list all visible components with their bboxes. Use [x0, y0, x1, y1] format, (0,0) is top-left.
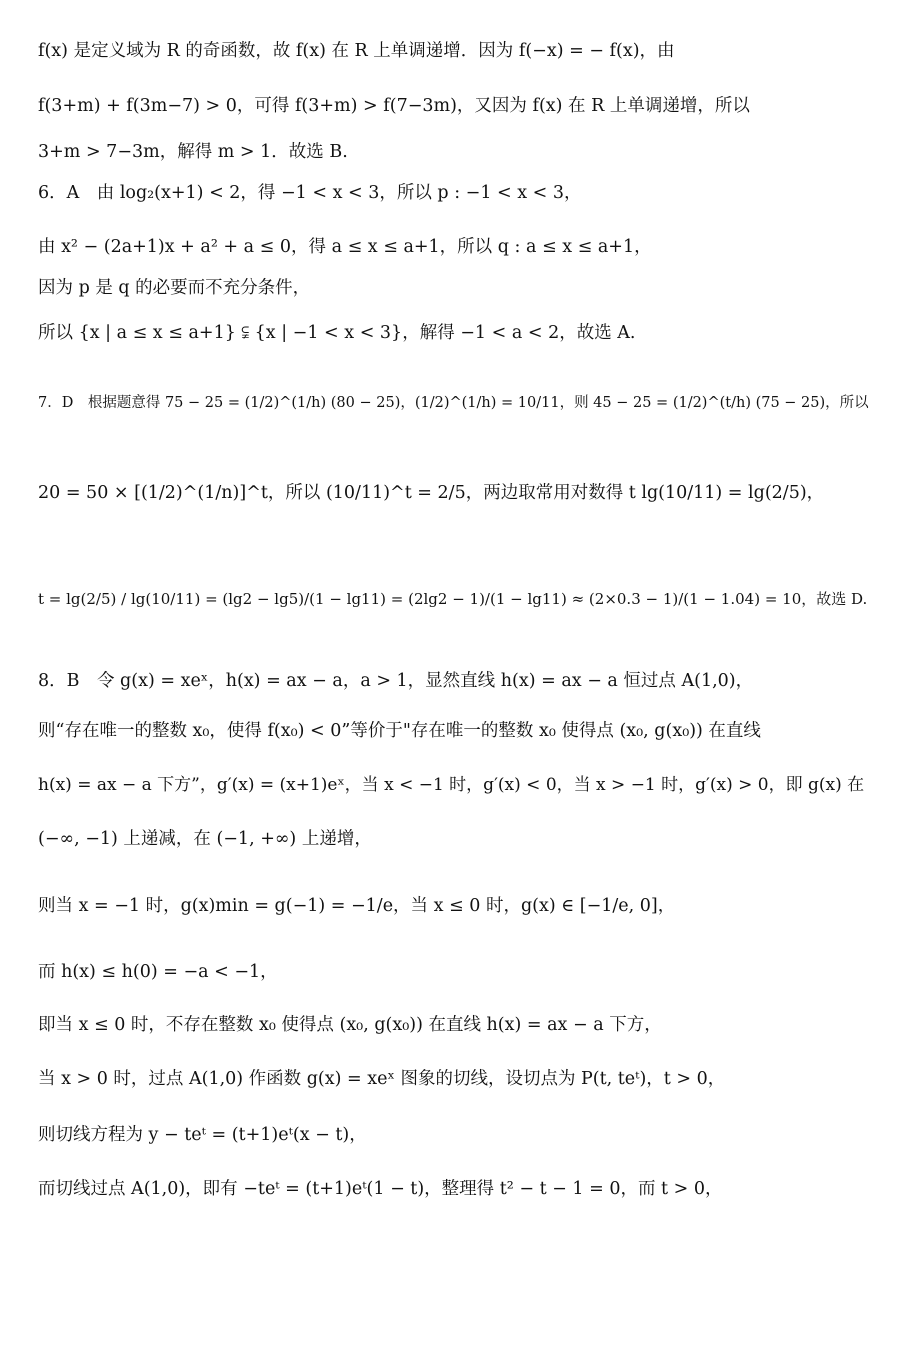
text-line: 则“存在唯一的整数 x₀，使得 f(x₀) < 0”等价于"存在唯一的整数 x₀ 使得点 (x₀, g(x₀)) 在直线 [38, 721, 761, 741]
text-line: 因为 p 是 q 的必要而不充分条件， [38, 278, 311, 298]
text-line: 8．B 令 g(x) = xeˣ，h(x) = ax − a，a > 1，显然直线 h(x) = ax − a 恒过点 A(1,0)， [38, 671, 754, 691]
text-line: 则当 x = −1 时，g(x)min = g(−1) = −1/e，当 x ≤ 0 时，g(x) ∈ [−1/e, 0]， [38, 896, 676, 916]
text-line: t = lg(2/5) / lg(10/11) = (lg2 − lg5)/(1 − lg11) = (2lg2 − 1)/(1 − lg11) ≈ (2×0.3 − 1)/(1 − 1.04) = 10，故选 D. [38, 590, 868, 608]
text-line: 而 h(x) ≤ h(0) = −a < −1， [38, 962, 278, 982]
text-line: 6．A 由 log₂(x+1) < 2，得 −1 < x < 3，所以 p : −1 < x < 3， [38, 183, 582, 203]
text-line: 7．D 根据题意得 75 − 25 = (1/2)^(1/h) (80 − 25)，(1/2)^(1/h) = 10/11，则 45 − 25 = (1/2)^(t/h) (75 − 25)，所以 [38, 395, 869, 411]
text-line: 所以 {x | a ≤ x ≤ a+1} ⫋ {x | −1 < x < 3}，解得 −1 < a < 2，故选 A. [38, 323, 636, 343]
text-line: f(x) 是定义域为 R 的奇函数，故 f(x) 在 R 上单调递增．因为 f(−x) = − f(x)，由 [38, 41, 675, 61]
text-line: 当 x > 0 时，过点 A(1,0) 作函数 g(x) = xeˣ 图象的切线，设切点为 P(t, teᵗ)，t > 0， [38, 1069, 726, 1089]
text-line: (−∞, −1) 上递减，在 (−1, +∞) 上递增， [38, 829, 372, 849]
text-line: f(3+m) + f(3m−7) > 0，可得 f(3+m) > f(7−3m)，又因为 f(x) 在 R 上单调递增，所以 [38, 96, 750, 116]
text-line: 即当 x ≤ 0 时，不存在整数 x₀ 使得点 (x₀, g(x₀)) 在直线 h(x) = ax − a 下方， [38, 1015, 662, 1035]
text-line: 而切线过点 A(1,0)，即有 −teᵗ = (t+1)eᵗ(1 − t)，整理得 t² − t − 1 = 0，而 t > 0， [38, 1179, 723, 1199]
text-line: 20 = 50 × [(1/2)^(1/n)]^t，所以 (10/11)^t = 2/5，两边取常用对数得 t lg(10/11) = lg(2/5)， [38, 483, 825, 503]
text-line: h(x) = ax − a 下方”，g′(x) = (x+1)eˣ，当 x < −1 时，g′(x) < 0，当 x > −1 时，g′(x) > 0，即 g(x) 在 [38, 775, 865, 795]
text-line: 则切线方程为 y − teᵗ = (t+1)eᵗ(x − t)， [38, 1125, 367, 1145]
text-line: 3+m > 7−3m，解得 m > 1．故选 B. [38, 142, 348, 162]
text-line: 由 x² − (2a+1)x + a² + a ≤ 0，得 a ≤ x ≤ a+1，所以 q : a ≤ x ≤ a+1， [38, 237, 652, 257]
